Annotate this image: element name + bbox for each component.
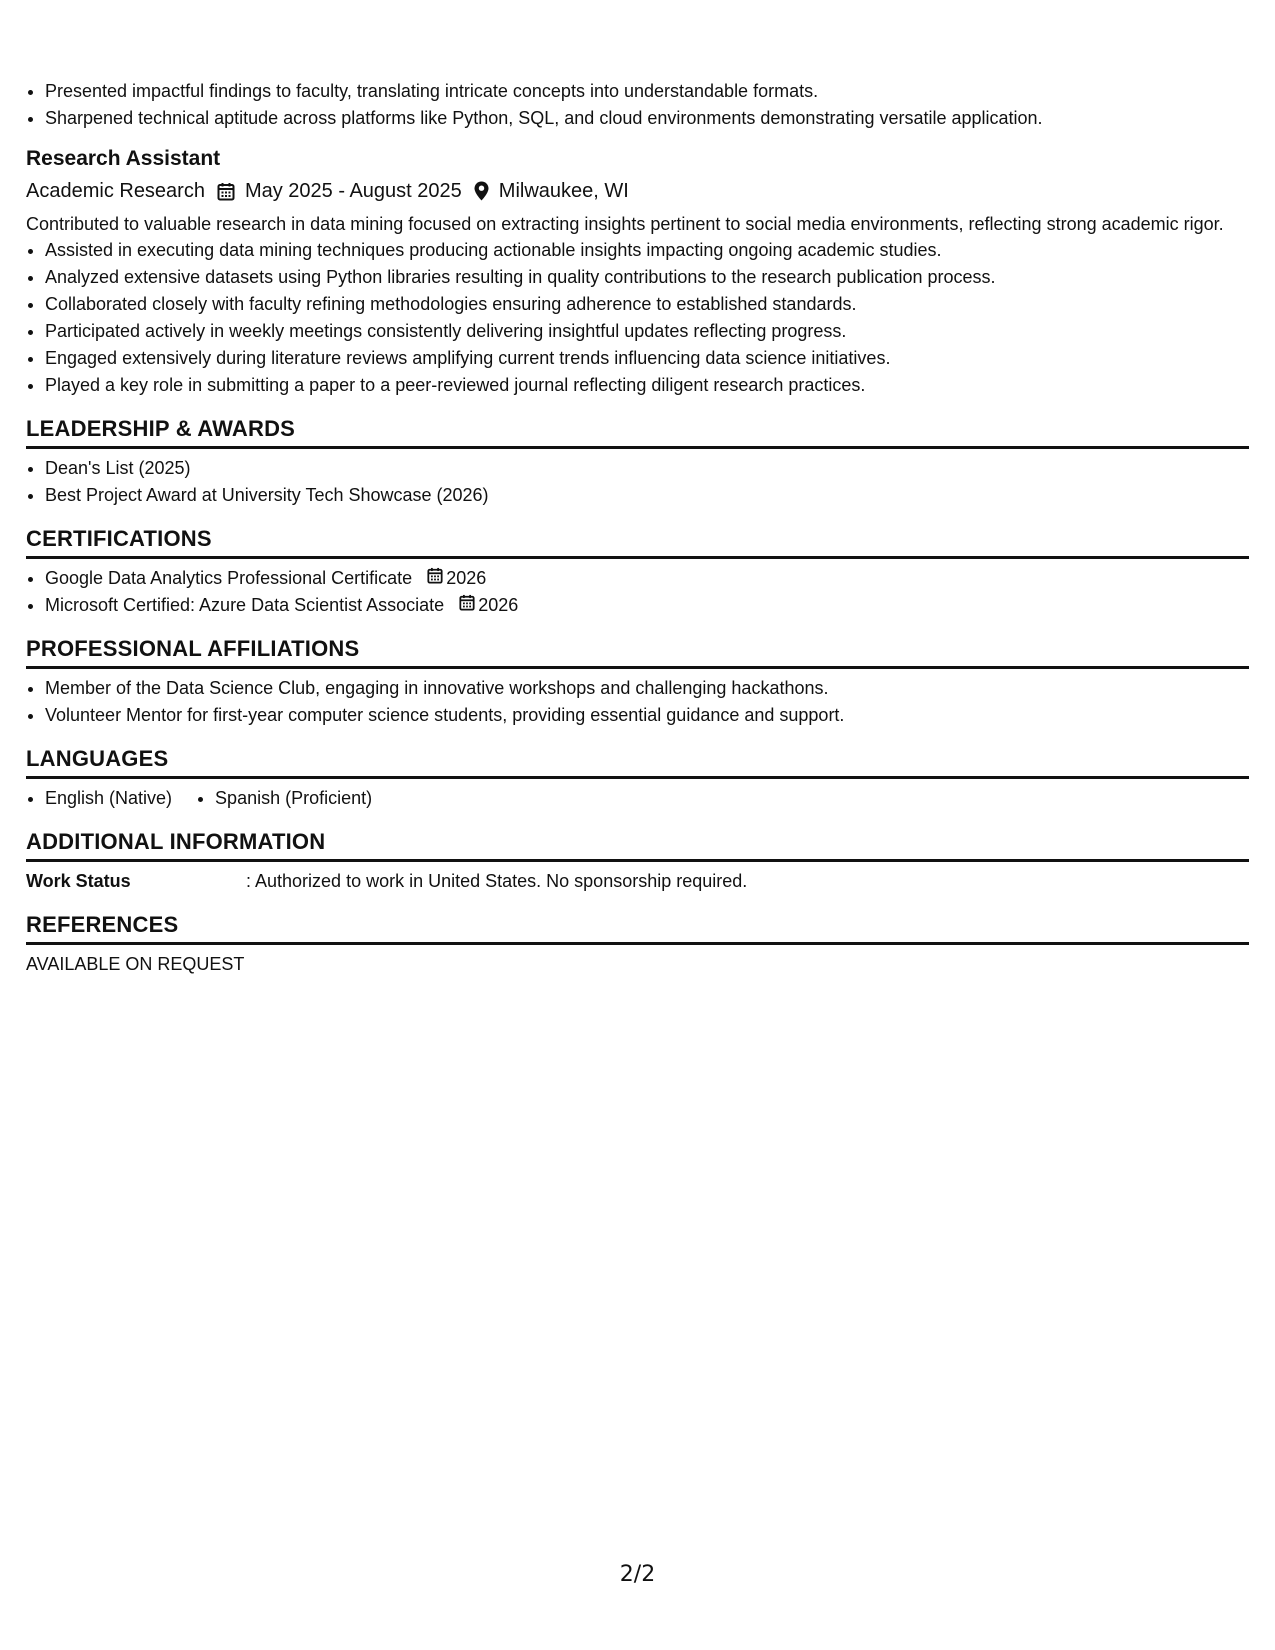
list-item: • Best Project Award at University Tech Showcase (2026) xyxy=(45,482,1249,509)
job-bullets xyxy=(26,237,1249,399)
calendar-icon xyxy=(427,565,446,592)
list-item: • Participated actively in weekly meetings consistently delivering insightful updates reflecting progress. xyxy=(45,318,1249,345)
section-title: PROFESSIONAL AFFILIATIONS xyxy=(26,635,1249,669)
work-status-label: Work Status xyxy=(26,871,131,891)
list-item: • Presented impactful findings to faculty, translating intricate concepts into understandable formats. xyxy=(45,78,1249,105)
section-title: LANGUAGES xyxy=(26,745,1249,779)
certification-name: Google Data Analytics Professional Certificate xyxy=(45,568,413,588)
calendar-icon xyxy=(459,592,478,619)
map-pin-icon xyxy=(474,181,489,201)
certification-date xyxy=(427,565,486,592)
references-section xyxy=(26,911,1249,978)
list-item: • Engaged extensively during literature reviews amplifying current trends influencing data science initiatives. xyxy=(45,345,1249,372)
job-meta xyxy=(26,176,1249,206)
list-item: • English (Native) xyxy=(45,785,172,812)
work-status-row xyxy=(26,868,1249,895)
additional-info-section xyxy=(26,828,1249,895)
job-title: Research Assistant xyxy=(26,147,221,170)
languages-list xyxy=(26,785,1249,812)
previous-job-bullets xyxy=(26,78,1249,132)
list-item: • Spanish (Proficient) xyxy=(215,785,372,812)
certifications-section xyxy=(26,525,1249,619)
section-title: LEADERSHIP & AWARDS xyxy=(26,415,1249,449)
certification-name: Microsoft Certified: Azure Data Scientist Associate xyxy=(45,595,445,615)
job-location: Milwaukee, WI xyxy=(498,180,629,202)
affiliations-section xyxy=(26,635,1249,729)
list-item: • Sharpened technical aptitude across platforms like Python, SQL, and cloud environments demonstrating versatile application. xyxy=(45,105,1249,132)
list-item xyxy=(45,565,1249,592)
leadership-section xyxy=(26,415,1249,509)
certification-year: 2026 xyxy=(446,568,487,588)
job-organization: Academic Research xyxy=(26,180,205,202)
certifications-list xyxy=(26,565,1249,619)
languages-section xyxy=(26,745,1249,812)
list-item: • Assisted in executing data mining techniques producing actionable insights impacting ongoing academic studies. xyxy=(45,237,1249,264)
list-item xyxy=(45,592,1249,619)
list-item: • Collaborated closely with faculty refining methodologies ensuring adherence to established standards. xyxy=(45,291,1249,318)
certification-date xyxy=(459,592,518,619)
section-title: ADDITIONAL INFORMATION xyxy=(26,828,1249,862)
job-summary: Contributed to valuable research in data mining focused on extracting insights pertinent to social media environments, reflecting strong academic rigor. xyxy=(26,214,1224,234)
list-item: • Member of the Data Science Club, engaging in innovative workshops and challenging hackathons. xyxy=(45,675,1249,702)
calendar-icon xyxy=(217,182,235,201)
references-text: AVAILABLE ON REQUEST xyxy=(26,954,245,974)
section-title: CERTIFICATIONS xyxy=(26,525,1249,559)
section-title: REFERENCES xyxy=(26,911,1249,945)
certification-year: 2026 xyxy=(478,595,519,615)
list-item: • Dean's List (2025) xyxy=(45,455,1249,482)
research-assistant-entry xyxy=(26,144,1249,399)
list-item: • Played a key role in submitting a paper to a peer-reviewed journal reflecting diligent research practices. xyxy=(45,372,1249,399)
page-number: 2/2 xyxy=(619,1562,656,1587)
list-item: • Volunteer Mentor for first-year computer science students, providing essential guidance and support. xyxy=(45,702,1249,729)
resume-page xyxy=(26,78,1249,978)
job-dates: May 2025 - August 2025 xyxy=(244,180,462,202)
leadership-list xyxy=(26,455,1249,509)
work-status-value: : Authorized to work in United States. No sponsorship required. xyxy=(246,871,748,891)
list-item: • Analyzed extensive datasets using Python libraries resulting in quality contributions to the research publication process. xyxy=(45,264,1249,291)
affiliations-list xyxy=(26,675,1249,729)
